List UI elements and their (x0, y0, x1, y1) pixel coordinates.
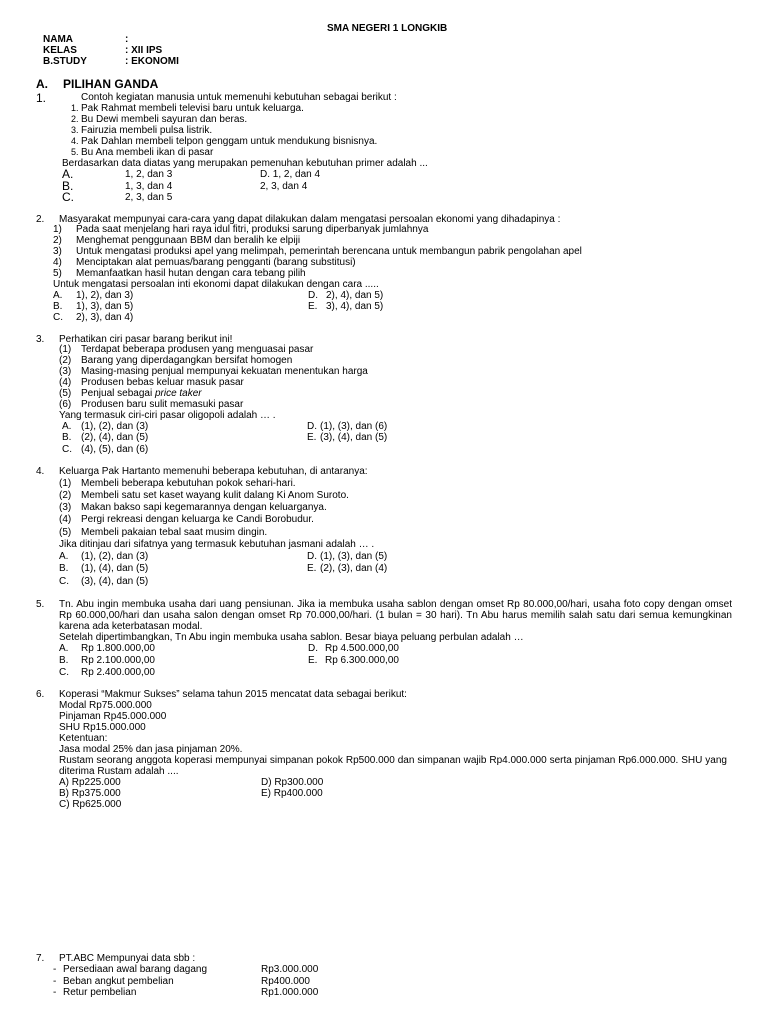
q4-option-letter: A. (59, 551, 69, 562)
q3-option: (4), (5), dan (6) (81, 444, 149, 455)
section-letter: A. (36, 77, 48, 91)
q4-item: Membeli pakaian tebal saat musim dingin. (81, 527, 268, 538)
q6-line: Modal Rp75.000.000 (59, 700, 152, 711)
q2-prompt: Untuk mengatasi persoalan inti ekonomi dapat dilakukan dengan cara ..... (53, 279, 379, 290)
q7-row-dash: - (53, 976, 57, 987)
q2-option-letter: C. (53, 312, 63, 323)
q1-option-letter: B. (62, 179, 74, 193)
q7-text: PT.ABC Mempunyai data sbb : (59, 953, 196, 964)
q1-item: Pak Dahlan membeli telpon genggam untuk mendukung bisnisnya. (81, 136, 378, 147)
q1-option: 2, 3, dan 4 (260, 181, 308, 192)
q1-number: 1. (36, 91, 47, 105)
q6-prompt: Rustam seorang anggota koperasi mempunyai simpanan pokok Rp500.000 dan simpanan wajib Rp4.000.000 serta pinjaman Rp6.000.000. SHU yang diterima Rustam adalah .... (59, 755, 727, 777)
q4-option-letter: E. (307, 563, 317, 574)
q1-option-letter: A. (62, 167, 74, 181)
q2-option-letter: D. (308, 290, 318, 301)
q4-option-letter: D. (307, 551, 317, 562)
q3-option: (2), (4), dan (5) (81, 432, 149, 443)
q4-item: Membeli satu set kaset wayang kulit dalang Ki Anom Suroto. (81, 490, 349, 501)
q3-option-letter: E. (307, 432, 317, 443)
q3-item: Barang yang diperdagangkan bersifat homogen (81, 355, 293, 366)
q3-option-letter: A. (62, 421, 72, 432)
q5-option-letter: C. (59, 667, 69, 678)
q2-number: 2. (36, 214, 45, 225)
q3-item-num: (3) (59, 366, 72, 377)
q6-line: Ketentuan: (59, 733, 108, 744)
q5-option-letter: D. (308, 643, 318, 654)
q5-option: Rp 1.800.000,00 (81, 643, 155, 654)
q2-option: 1), 3), dan 5) (76, 301, 134, 312)
subject-label: B.STUDY (43, 56, 87, 67)
q7-row-value: Rp3.000.000 (261, 964, 319, 975)
q2-item-num: 3) (53, 246, 62, 257)
q4-item-num: (4) (59, 514, 72, 525)
q5-prompt: Setelah dipertimbangkan, Tn Abu ingin membuka usaha sablon. Besar biaya peluang perbulan adalah … (59, 632, 524, 643)
q3-item: Produsen bebas keluar masuk pasar (81, 377, 244, 388)
q2-option-letter: A. (53, 290, 63, 301)
q3-text: Perhatikan ciri pasar barang berikut ini! (59, 334, 233, 345)
q2-option-letter: B. (53, 301, 63, 312)
q1-item: Bu Ana membeli ikan di pasar (81, 147, 214, 158)
q1-item-num: 4. (71, 136, 79, 146)
q4-text: Keluarga Pak Hartanto memenuhi beberapa kebutuhan, di antaranya: (59, 466, 368, 477)
q2-option: 2), 4), dan 5) (326, 290, 384, 301)
q1-item: Pak Rahmat membeli televisi baru untuk keluarga. (81, 103, 304, 114)
q3-item: Masing-masing penjual mempunyai kekuatan menentukan harga (81, 366, 368, 377)
q3-item: Terdapat beberapa produsen yang menguasai pasar (81, 344, 314, 355)
q6-line: Jasa modal 25% dan jasa pinjaman 20%. (59, 744, 243, 755)
q5-option: Rp 4.500.000,00 (325, 643, 399, 654)
q3-option-letter: B. (62, 432, 72, 443)
q1-text: Contoh kegiatan manusia untuk memenuhi kebutuhan sebagai berikut : (81, 92, 397, 103)
q3-item-text: Penjual sebagai (81, 388, 155, 399)
q1-item: Fairuzia membeli pulsa listrik. (81, 125, 213, 136)
q4-option: (1), (3), dan (5) (320, 551, 388, 562)
q3-item-num: (4) (59, 377, 72, 388)
q7-row-label: Persediaan awal barang dagang (63, 964, 207, 975)
q6-line: Pinjaman Rp45.000.000 (59, 711, 167, 722)
q3-item-emphasis: price taker (154, 388, 202, 399)
q5-option: Rp 2.400.000,00 (81, 667, 155, 678)
q1-item-num: 3. (71, 125, 79, 135)
class-label: KELAS (43, 45, 77, 56)
q4-item-num: (2) (59, 490, 72, 501)
q1-option: 1, 2, dan 3 (125, 169, 173, 180)
q2-item: Menciptakan alat pemuas/barang pengganti (barang substitusi) (76, 257, 356, 268)
q4-option: (3), (4), dan (5) (81, 576, 149, 587)
q1-option: 1, 3, dan 4 (125, 181, 173, 192)
school-title: SMA NEGERI 1 LONGKIB (327, 23, 448, 34)
q3-item-num: (6) (59, 399, 72, 410)
q2-option-letter: E. (308, 301, 318, 312)
q6-option: B) Rp375.000 (59, 788, 121, 799)
q1-item: Bu Dewi membeli sayuran dan beras. (81, 114, 248, 125)
q2-item: Pada saat menjelang hari raya idul fitri, produksi sarung diperbanyak jumlahnya (76, 224, 429, 235)
q4-prompt: Jika ditinjau dari sifatnya yang termasuk kebutuhan jasmani adalah … . (59, 539, 375, 550)
q3-item-num: (5) (59, 388, 72, 399)
q2-item-num: 4) (53, 257, 62, 268)
q1-option: D. 1, 2, dan 4 (260, 169, 321, 180)
q2-item: Menghemat penggunaan BBM dan beralih ke elpiji (76, 235, 301, 246)
q2-item-num: 2) (53, 235, 62, 246)
q5-option-letter: B. (59, 655, 69, 666)
q4-option: (2), (3), dan (4) (320, 563, 388, 574)
q5-text: Tn. Abu ingin membuka usaha dari uang pensiunan. Jika ia membuka usaha sablon dengan omset Rp 80.000,00/hari, usaha foto copy dengan omset Rp 60.000,00/hari dan usaha salon dengan omset Rp 70.000,00/hari. (1 bulan = 30 hari). Tn Abu harus memilih salah satu dari semua kemungkinan karena ada keterbatasan modal. (59, 599, 732, 632)
q5-option-letter: A. (59, 643, 69, 654)
name-value: : (125, 34, 129, 45)
q1-item-num: 5. (71, 147, 79, 157)
q4-option: (1), (4), dan (5) (81, 563, 149, 574)
q1-prompt: Berdasarkan data diatas yang merupakan pemenuhan kebutuhan primer adalah ... (62, 158, 428, 169)
q2-item: Untuk mengatasi produksi apel yang melimpah, pemerintah berencana untuk membangun pabrik pengolahan apel (76, 246, 582, 257)
q4-item: Makan bakso sapi kegemarannya dengan keluarganya. (81, 502, 327, 513)
q4-number: 4. (36, 466, 45, 477)
q3-option: (1), (2), dan (3) (81, 421, 149, 432)
q3-item-num: (2) (59, 355, 72, 366)
q4-item-num: (3) (59, 502, 72, 513)
q4-option-letter: C. (59, 576, 69, 587)
q7-row-label: Beban angkut pembelian (63, 976, 174, 987)
q6-option: E) Rp400.000 (261, 788, 323, 799)
q2-option: 2), 3), dan 4) (76, 312, 134, 323)
q6-option: D) Rp300.000 (261, 777, 324, 788)
q6-number: 6. (36, 689, 45, 700)
section-title: PILIHAN GANDA (63, 77, 159, 91)
q3-prompt: Yang termasuk ciri-ciri pasar oligopoli adalah … . (59, 410, 276, 421)
q5-option-letter: E. (308, 655, 318, 666)
q6-text: Koperasi “Makmur Sukses” selama tahun 2015 mencatat data sebagai berikut: (59, 689, 407, 700)
q3-item-num: (1) (59, 344, 72, 355)
q3-option: (3), (4), dan (5) (320, 432, 388, 443)
subject-value: : EKONOMI (125, 56, 179, 67)
q2-option: 1), 2), dan 3) (76, 290, 134, 301)
q1-item-num: 2. (71, 114, 79, 124)
q4-item-num: (5) (59, 527, 72, 538)
q7-row-value: Rp400.000 (261, 976, 310, 987)
q5-number: 5. (36, 599, 45, 610)
q2-option: 3), 4), dan 5) (326, 301, 384, 312)
q6-option: A) Rp225.000 (59, 777, 121, 788)
q1-item-num: 1. (71, 103, 79, 113)
q5-option: Rp 6.300.000,00 (325, 655, 399, 666)
q4-option-letter: B. (59, 563, 69, 574)
q3-option: (1), (3), dan (6) (320, 421, 388, 432)
q2-text: Masyarakat mempunyai cara-cara yang dapat dilakukan dalam mengatasi persoalan ekonomi yang dihadapinya : (59, 214, 561, 225)
q6-line: SHU Rp15.000.000 (59, 722, 146, 733)
q7-row-dash: - (53, 964, 57, 975)
q7-row-value: Rp1.000.000 (261, 987, 319, 998)
q3-item: Produsen baru sulit memasuki pasar (81, 399, 244, 410)
q3-option-letter: D. (307, 421, 317, 432)
q5-option: Rp 2.100.000,00 (81, 655, 155, 666)
q1-option-letter: C. (62, 190, 74, 204)
q3-option-letter: C. (62, 444, 72, 455)
q7-row-label: Retur pembelian (63, 987, 137, 998)
q4-option: (1), (2), dan (3) (81, 551, 149, 562)
q4-item: Pergi rekreasi dengan keluarga ke Candi Borobudur. (81, 514, 314, 525)
q6-option: C) Rp625.000 (59, 799, 122, 810)
q7-row-dash: - (53, 987, 57, 998)
q7-number: 7. (36, 953, 45, 964)
q1-option: 2, 3, dan 5 (125, 192, 173, 203)
q2-item: Memanfaatkan hasil hutan dengan cara tebang pilih (76, 268, 306, 279)
q4-item: Membeli beberapa kebutuhan pokok sehari-hari. (81, 478, 296, 489)
q4-item-num: (1) (59, 478, 72, 489)
q3-number: 3. (36, 334, 45, 345)
class-value: : XII IPS (125, 45, 163, 56)
name-label: NAMA (43, 34, 73, 45)
q2-item-num: 5) (53, 268, 62, 279)
q2-item-num: 1) (53, 224, 62, 235)
q3-item (81, 388, 202, 399)
